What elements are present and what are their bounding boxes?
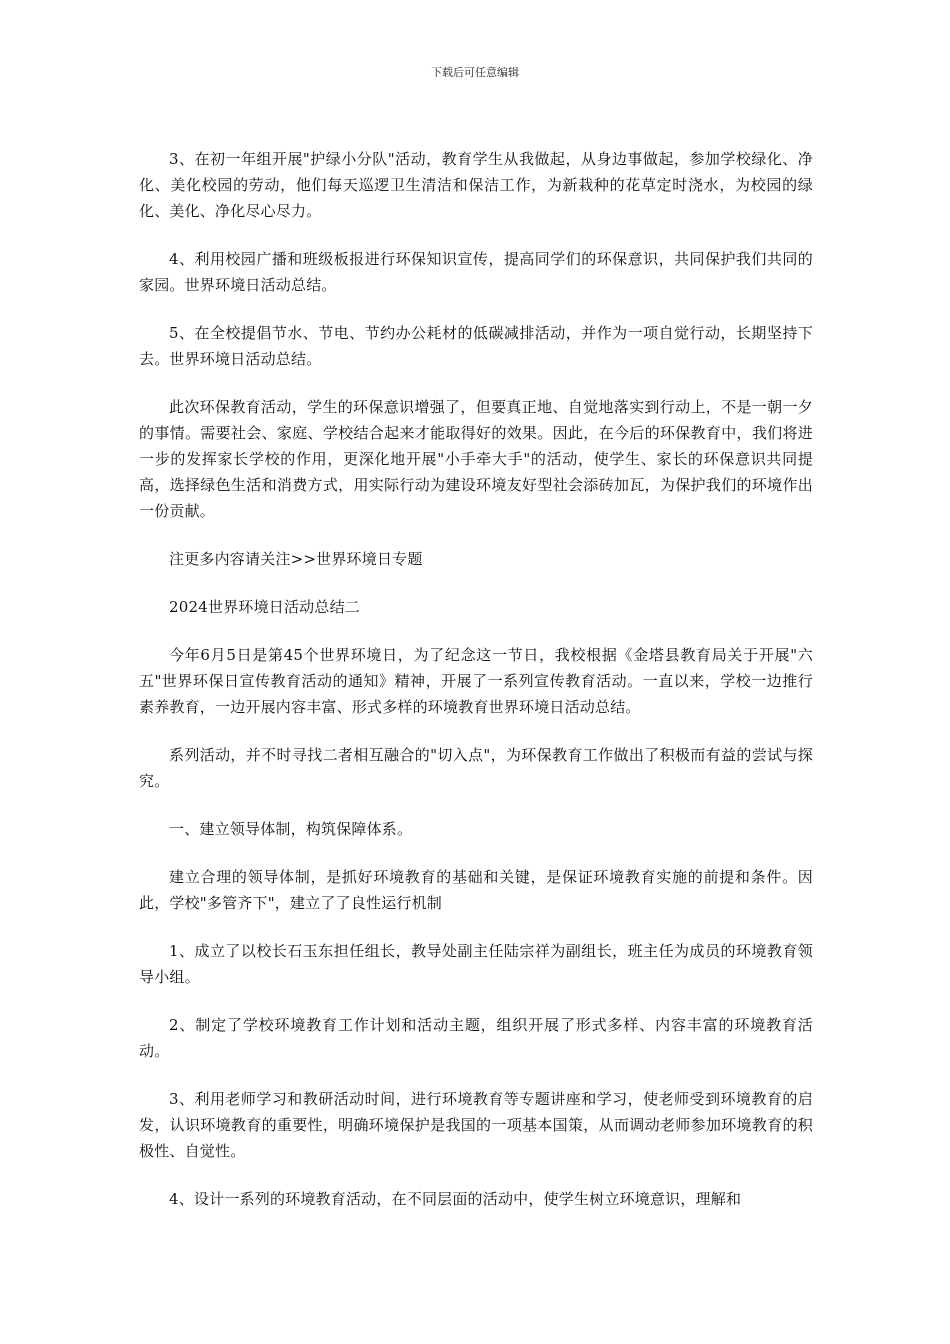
paragraph: 4、利用校园广播和班级板报进行环保知识宣传，提高同学们的环保意识，共同保护我们共同的家园。世界环境日活动总结。 (139, 250, 813, 294)
paragraph: 2、制定了学校环境教育工作计划和活动主题，组织开展了形式多样、内容丰富的环境教育活动。 (139, 1016, 813, 1060)
paragraph: 3、在初一年组开展"护绿小分队"活动，教育学生从我做起，从身边事做起，参加学校绿化、净化、美化校园的劳动，他们每天巡逻卫生清洁和保洁工作，为新栽种的花草定时浇水，为校园的绿化、美化、净化尽心尽力。 (139, 150, 813, 220)
paragraph: 5、在全校提倡节水、节电、节约办公耗材的低碳减排活动，并作为一项自觉行动，长期坚持下去。世界环境日活动总结。 (139, 324, 813, 368)
section-heading: 一、建立领导体制，构筑保障体系。 (169, 820, 413, 838)
section-title: 2024世界环境日活动总结二 (169, 598, 360, 616)
paragraph: 此次环保教育活动，学生的环保意识增强了，但要真正地、自觉地落实到行动上，不是一朝一夕的事情。需要社会、家庭、学校结合起来才能取得好的效果。因此，在今后的环保教育中，我们将进一步的发挥家长学校的作用，更深化地开展"小手牵大手"的活动，使学生、家长的环保意识共同提高，选择绿色生活和消费方式，用实际行动为建设环境友好型社会添砖加瓦，为保护我们的环境作出一份贡献。 (139, 398, 813, 520)
paragraph: 系列活动，并不时寻找二者相互融合的"切入点"，为环保教育工作做出了积极而有益的尝试与探究。 (139, 746, 813, 790)
page-header: 下载后可任意编辑 (431, 66, 519, 79)
paragraph: 1、成立了以校长石玉东担任组长，教导处副主任陆宗祥为副组长，班主任为成员的环境教育领导小组。 (139, 942, 813, 986)
paragraph: 注更多内容请关注>>世界环境日专题 (169, 550, 423, 568)
paragraph: 3、利用老师学习和教研活动时间，进行环境教育等专题讲座和学习，使老师受到环境教育的启发，认识环境教育的重要性，明确环境保护是我国的一项基本国策，从而调动老师参加环境教育的积极性、自觉性。 (139, 1090, 813, 1160)
paragraph: 今年6月5日是第45个世界环境日，为了纪念这一节日，我校根据《金塔县教育局关于开展"六五"世界环保日宣传教育活动的通知》精神，开展了一系列宣传教育活动。一直以来，学校一边推行素养教育，一边开展内容丰富、形式多样的环境教育世界环境日活动总结。 (139, 646, 813, 716)
paragraph: 4、设计一系列的环境教育活动，在不同层面的活动中，使学生树立环境意识，理解和 (169, 1190, 742, 1208)
paragraph: 建立合理的领导体制，是抓好环境教育的基础和关键，是保证环境教育实施的前提和条件。因此，学校"多管齐下"，建立了了良性运行机制 (139, 868, 813, 912)
document-body (139, 146, 813, 1234)
